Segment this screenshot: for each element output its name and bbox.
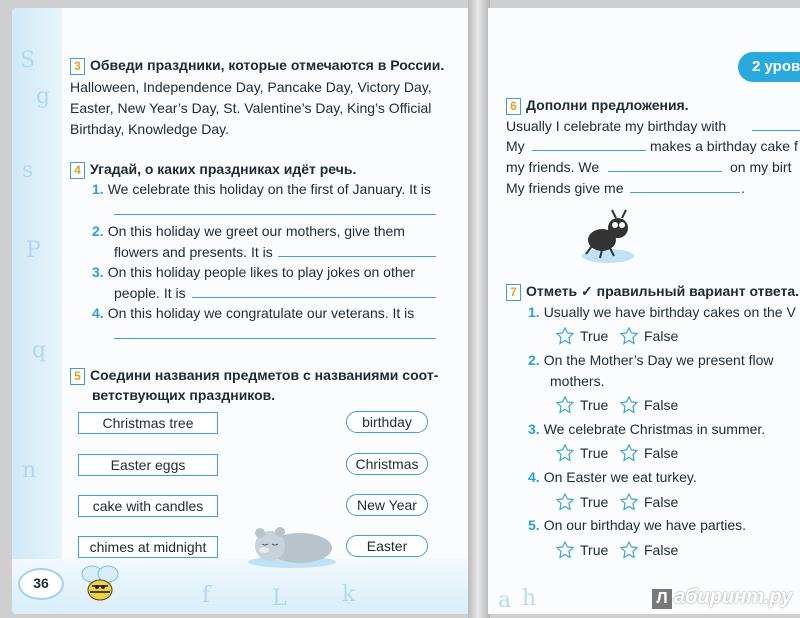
decor-letter: k [342, 582, 356, 607]
decor-letter: S [20, 48, 36, 73]
exercise-number: 4 [70, 162, 85, 179]
false-checkbox-star[interactable] [620, 493, 638, 511]
book-gutter [468, 0, 490, 618]
page-number: 36 [18, 568, 64, 600]
statement-item [528, 468, 697, 486]
answer-line[interactable] [114, 214, 436, 215]
decor-letter: s [22, 158, 34, 183]
holiday-pill-easter[interactable]: Easter [346, 535, 428, 557]
true-label: True [580, 445, 609, 461]
true-checkbox-star[interactable] [556, 327, 574, 345]
ant-illustration [578, 208, 638, 266]
false-label: False [644, 542, 679, 558]
true-label: True [580, 397, 609, 413]
riddle-item [92, 222, 405, 240]
sentence-line: Usually I celebrate my birthday with [506, 118, 727, 134]
sentence-line-end: . [741, 180, 745, 196]
sleeping-bear-illustration [242, 522, 342, 570]
item-box-cake-with-candles[interactable]: cake with candles [78, 495, 218, 517]
false-label: False [644, 328, 679, 344]
watermark [652, 586, 792, 609]
true-checkbox-star[interactable] [556, 396, 574, 414]
level-tab: 2 уров [738, 52, 800, 82]
riddle-text: On this holiday we greet our mothers, give them [107, 223, 405, 239]
item-number: 3. [528, 421, 540, 437]
exercise-3-header [70, 56, 444, 75]
false-label: False [644, 397, 679, 413]
decor-letter: h [522, 586, 537, 611]
exercise-number: 3 [70, 58, 85, 75]
holiday-pill-christmas[interactable]: Christmas [346, 453, 428, 475]
statement-item [528, 420, 765, 438]
item-number: 4. [92, 305, 104, 321]
true-label: True [580, 542, 609, 558]
answer-line[interactable] [532, 150, 646, 151]
decor-letter: L [272, 586, 287, 611]
sentence-line: My [506, 138, 525, 154]
sentence-line-end: on my birt [730, 159, 792, 175]
riddle-item [92, 304, 414, 322]
statement-text: On our birthday we have parties. [543, 517, 747, 533]
false-label: False [644, 494, 679, 510]
item-number: 1. [528, 304, 540, 320]
exercise-title: Отметь ✓ правильный вариант ответа. [526, 283, 800, 299]
decor-letter: g [36, 84, 51, 109]
statement-item [528, 351, 774, 369]
true-label: True [580, 494, 609, 510]
exercise-number: 5 [70, 368, 85, 385]
statement-text: On Easter we eat turkey. [543, 469, 697, 485]
sentence-line: My friends give me [506, 180, 624, 196]
true-checkbox-star[interactable] [556, 444, 574, 462]
answer-line[interactable] [630, 192, 740, 193]
decor-letter: q [32, 338, 47, 363]
item-number: 3. [92, 264, 104, 280]
exercise-7-header [506, 282, 799, 301]
bee-icon [70, 560, 130, 610]
true-checkbox-star[interactable] [556, 493, 574, 511]
true-label: True [580, 328, 609, 344]
item-box-christmas-tree[interactable]: Christmas tree [78, 412, 218, 434]
riddle-text: We celebrate this holiday on the first of January. It is [107, 181, 431, 197]
holiday-list-line[interactable]: Birthday, Knowledge Day. [70, 121, 230, 137]
watermark-text: абиринт.ру [674, 586, 793, 608]
answer-line[interactable] [752, 130, 800, 131]
answer-line[interactable] [192, 297, 436, 298]
holiday-list-line[interactable]: Easter, New Year’s Day, St. Valentine’s Day, King’s Official [70, 100, 432, 116]
false-checkbox-star[interactable] [620, 444, 638, 462]
sentence-line-end: makes a birthday cake f [650, 138, 798, 154]
statement-item [528, 516, 746, 534]
false-checkbox-star[interactable] [620, 396, 638, 414]
exercise-title-continued: ветствующих праздников. [92, 387, 276, 403]
decor-letter: a [498, 588, 512, 613]
true-checkbox-star[interactable] [556, 541, 574, 559]
riddle-item [92, 180, 431, 198]
holiday-pill-birthday[interactable]: birthday [346, 411, 428, 433]
exercise-number: 7 [506, 284, 521, 301]
statement-text-continued: mothers. [550, 373, 605, 389]
answer-line[interactable] [278, 256, 436, 257]
riddle-text-continued: people. It is [114, 285, 186, 301]
riddle-item [92, 263, 415, 281]
watermark-logo: Л [652, 589, 672, 609]
item-number: 2. [92, 223, 104, 239]
riddle-text: On this holiday we congratulate our veterans. It is [107, 305, 415, 321]
exercise-title: Соедини названия предметов с названиями соот- [90, 367, 439, 383]
exercise-title: Угадай, о каких праздниках идёт речь. [90, 161, 357, 177]
item-number: 4. [528, 469, 540, 485]
answer-line[interactable] [608, 171, 722, 172]
false-label: False [644, 445, 679, 461]
exercise-5-header [70, 366, 438, 385]
false-checkbox-star[interactable] [620, 327, 638, 345]
false-checkbox-star[interactable] [620, 541, 638, 559]
exercise-number: 6 [506, 98, 521, 115]
riddle-text: On this holiday people likes to play jokes on other [107, 264, 416, 280]
exercise-title: Дополни предложения. [526, 97, 689, 113]
sentence-line: my friends. We [506, 159, 600, 175]
item-box-easter-eggs[interactable]: Easter eggs [78, 454, 218, 476]
exercise-4-header [70, 160, 356, 179]
item-box-chimes-at-midnight[interactable]: chimes at midnight [78, 536, 218, 558]
statement-item [528, 303, 796, 321]
exercise-6-header [506, 96, 689, 115]
exercise-title: Обведи праздники, которые отмечаются в России. [90, 57, 445, 73]
riddle-text-continued: flowers and presents. It is [114, 244, 273, 260]
statement-text: On the Mother’s Day we present flow [543, 352, 774, 368]
item-number: 1. [92, 181, 104, 197]
statement-text: Usually we have birthday cakes on the V [543, 304, 796, 320]
decor-letter: n [22, 458, 37, 483]
item-number: 2. [528, 352, 540, 368]
statement-text: We celebrate Christmas in summer. [543, 421, 766, 437]
holiday-pill-new-year[interactable]: New Year [346, 494, 428, 516]
answer-line[interactable] [114, 338, 436, 339]
holiday-list-line[interactable]: Halloween, Independence Day, Pancake Day, Victory Day, [70, 79, 432, 95]
item-number: 5. [528, 517, 540, 533]
decor-letter: f [202, 583, 211, 608]
decor-letter: P [26, 238, 41, 263]
